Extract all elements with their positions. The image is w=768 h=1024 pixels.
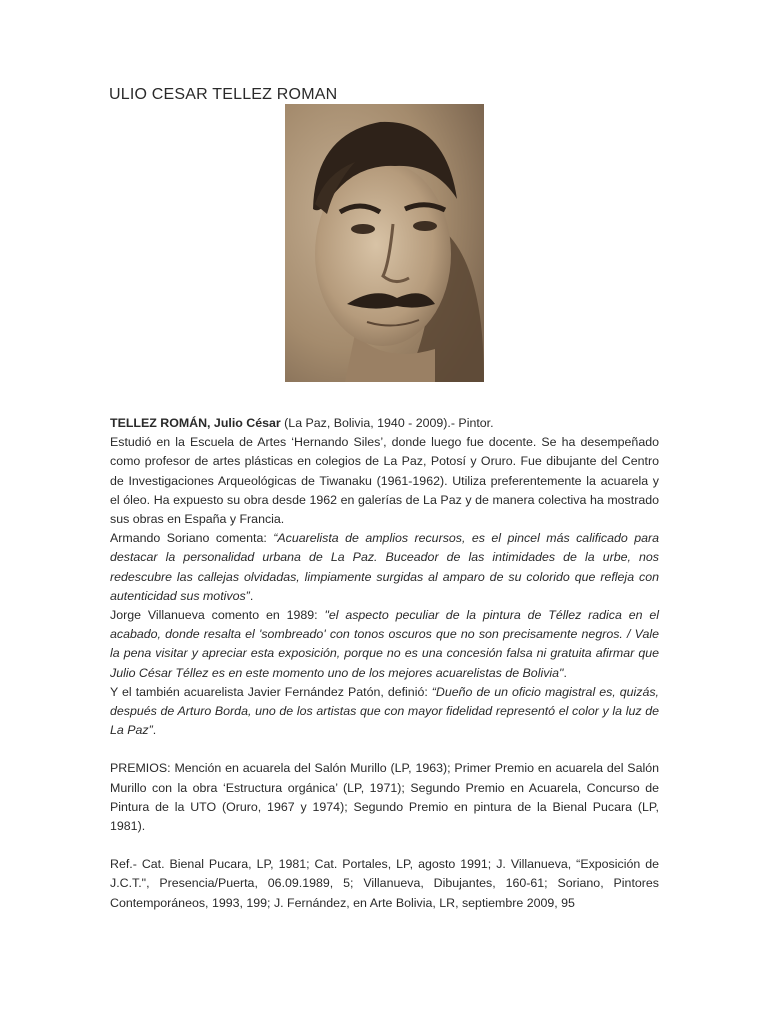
soriano-end: .	[249, 588, 254, 603]
artist-name: TELLEZ ROMÁN, Julio César	[110, 416, 281, 430]
page-title: ULIO CESAR TELLEZ ROMAN	[109, 86, 338, 103]
premios-paragraph: PREMIOS: Mención en acuarela del Salón Murillo (LP, 1963); Primer Premio en acuarela del Salón Murillo con la obra ‘Estructura orgánica’ (LP, 1971); Segundo Premio en Acuarela, Concurso de Pintura de la UTO (Oruro, 1967 y 1974); Segundo Premio en pintura de la Bienal Pucara (LP, 1981).	[110, 761, 659, 834]
villanueva-lead: Jorge Villanueva comento en 1989:	[110, 608, 325, 623]
soriano-quote-paragraph	[110, 529, 659, 606]
bio-intro-details: (La Paz, Bolivia, 1940 - 2009).- Pintor.	[280, 416, 494, 430]
paton-end: .	[152, 723, 157, 738]
paton-quote-paragraph	[110, 683, 659, 741]
villanueva-end: .	[563, 665, 567, 680]
portrait-photo	[285, 104, 484, 382]
references-paragraph: Ref.- Cat. Bienal Pucara, LP, 1981; Cat. Portales, LP, agosto 1991; J. Villanueva, “Exposición de J.C.T.", Presencia/Puerta, 06.09.1989, 5; Villanueva, Dibujantes, 160-61; Soriano, Pintores Contemporáneos, 1993, 199; J. Fernández, en Arte Bolivia, LR, septiembre 2009, 95	[110, 857, 659, 910]
soriano-lead: Armando Soriano comenta:	[110, 531, 274, 546]
paton-quote: “Dueño de un oficio magistral es, quizás, después de Arturo Borda, uno de los artistas que con mayor fidelidad representó el color y la luz de La Paz”	[110, 684, 660, 738]
bio-paragraph: Estudió en la Escuela de Artes ‘Hernando Siles’, donde luego fue docente. Se ha desempeñado como profesor de artes plásticas en colegios de La Paz, Potosí y Oruro. Fue dibujante del Centro de Investigaciones Arqueológicas de Tiwanaku (1961-1962). Utiliza preferentemente la acuarela y el óleo. Ha expuesto su obra desde 1962 en galerías de La Paz y de manera colectiva ha mostrado sus obras en España y Francia.	[110, 435, 659, 527]
soriano-quote: “Acuarelista de amplios recursos, es el pincel más calificado para destacar la personalidad urbana de La Paz. Buceador de las intimidades de la urbe, nos redescubre las callejas olvidadas, limpiamente surgidas al amparo de su colorido que refleja con autenticidad sus motivos”	[110, 531, 659, 603]
bio-intro	[110, 414, 659, 433]
paton-lead: Y el también acuarelista Javier Fernández Patón, definió:	[110, 684, 432, 699]
villanueva-quote-paragraph	[110, 606, 659, 683]
villanueva-quote: "el aspecto peculiar de la pintura de Téllez radica en el acabado, donde resalta el 'sombreado' con tonos oscuros que no son precisamente negros. / Vale la pena visitar y apreciar esta exposición, porque no es una concesión falsa ni gratuita afirmar que Julio César Téllez es en este momento uno de los mejores acuarelistas de Bolivia"	[110, 608, 659, 680]
biography-text	[110, 414, 659, 913]
